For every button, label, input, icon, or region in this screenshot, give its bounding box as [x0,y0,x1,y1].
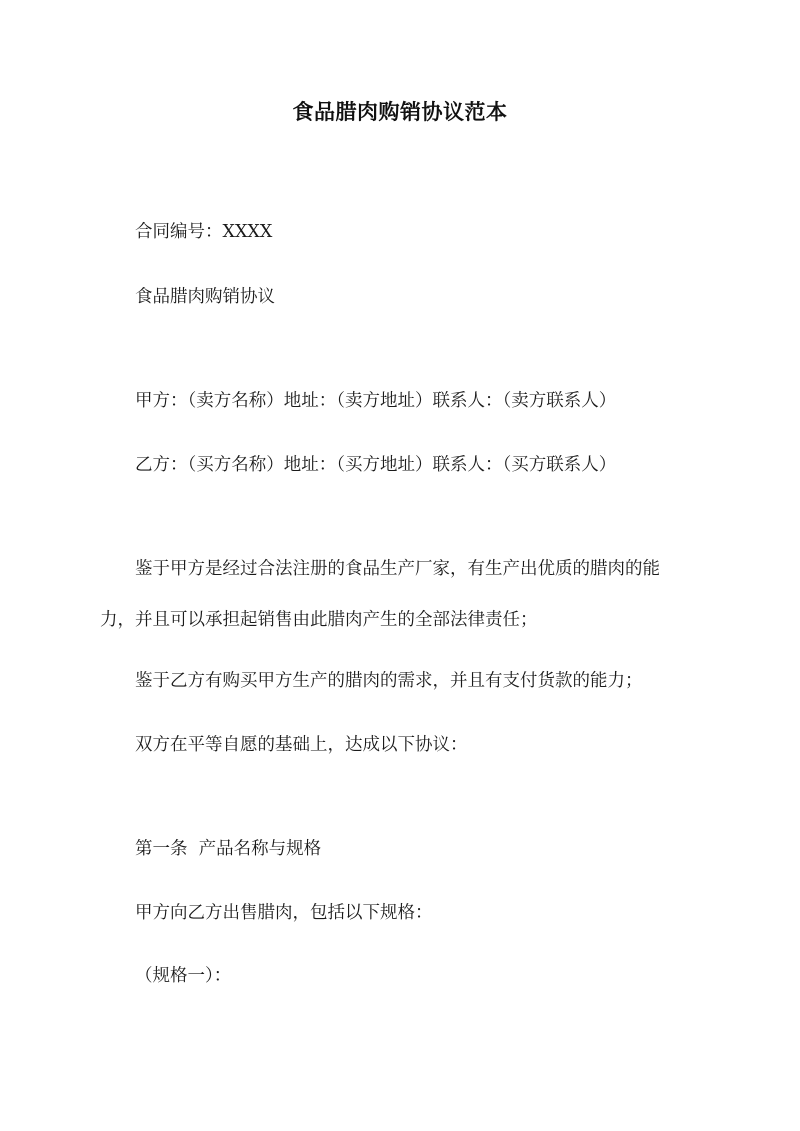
agreement-statement: 双方在平等自愿的基础上，达成以下协议： [135,735,468,755]
document-title: 食品腊肉购销协议范本 [292,99,508,124]
whereas-party-a-line1: 鉴于甲方是经过合法注册的食品生产厂家，有生产出优质的腊肉的能 [135,559,660,579]
contract-number: 合同编号：XXXX [135,222,273,242]
article-1-body: 甲方向乙方出售腊肉，包括以下规格： [135,903,433,923]
whereas-party-a-line2: 力，并且可以承担起销售由此腊肉产生的全部法律责任； [100,610,538,630]
article-1-heading: 第一条 产品名称与规格 [135,839,322,859]
whereas-party-b: 鉴于乙方有购买甲方生产的腊肉的需求，并且有支付货款的能力； [135,671,643,691]
party-a-info: 甲方：（卖方名称）地址：（卖方地址）联系人：（卖方联系人） [135,391,617,411]
party-b-info: 乙方：（买方名称）地址：（买方地址）联系人：（买方联系人） [135,455,617,475]
spec-1-label: （规格一）： [135,966,232,986]
document-subtitle: 食品腊肉购销协议 [135,287,275,307]
